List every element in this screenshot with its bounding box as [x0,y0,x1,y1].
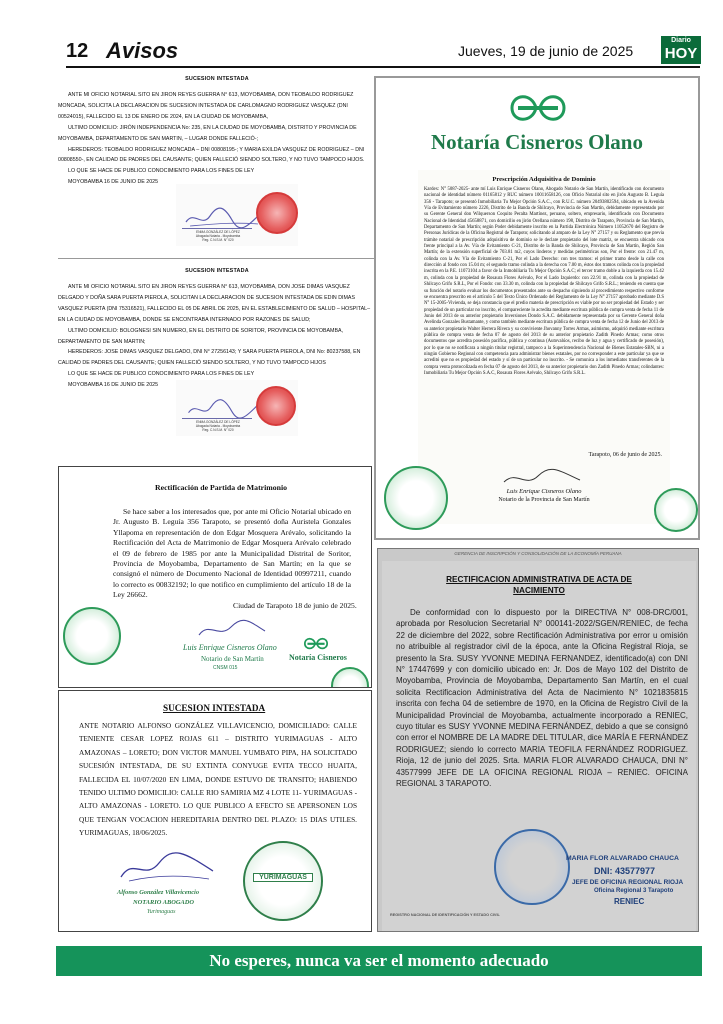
scan-page [382,561,696,931]
notice-paragraph [58,369,376,380]
notary-brand-name: Notaría Cisneros Olano [431,130,643,154]
signature-name: Luis Enrique Cisneros Olano [183,643,277,652]
notice-text: ULTIMO DOMICILIO: JIRÓN INDEPENDENCIA No: 235, EN LA CIUDAD DE MOYOBAMBA, DISTRITO Y PROVINCIA DE MOYOBAMBA, DEPARTAMENTO DE SAN MARTIN, – LUGAR DONDE FALLECIÓ-; [58,124,357,142]
notice-body: De conformidad con lo dispuesto por la DIRECTIVA N° 008-DRC/001, aprobada por Resolucion Secretarial N° 000141-2022/SGEN/RENIEC, de fecha 22 de diciembre del 2022, sobre Rectificación Administrativa por error u omisión no atribuible al registrador civil de la época, ante la Oficina Registral Rioja, se presento la Sra. SUSY YVONNE MEDINA FERNANDEZ, identificado(a) con DNI N° 17447699 y con domicilio ubicado en: Jr. Dos de Mayo 102 del Distrito de Moyobamba, Provincia de Moyobamba, Departamento San Martín, en el cual solicita Rectificacion Administrativa del Acta de Nacimiento N° 1021835815 inscrita con fecha 04 de setiembre de 1970, en la Oficina de Registro Civil de la Municipalidad Provincial de Moyobamba, actualmente incorporado a RENIEC, cuyo titular es SUSY YVONNE MEDINA FERNÁNDEZ, debido a que se consignó con error el NOMBRE DE LA MADRE DEL TITULAR, dice MARÍA E FERNÁNDEZ RODRIGUEZ; siendo lo correcto MARIA TEOFILA FERNÁNDEZ RODRIGUEZ. Rioja, 12 de junio del 2025. Srta. MARIA FLOR ALVARADO CHAUCA, DNI N° 43577999 JEFE DE LA OFICINA REGIONAL RIOJA – RENIEC. OFICINA REGIONAL 3 TARAPOTO. [396,608,688,789]
notice-paragraph [58,282,376,326]
notice-text: ANTE MI OFICIO NOTARIAL SITO EN JIRON REYES GUERRA N° 613, MOYOBAMBA, DON JOSE DIMAS VASQUEZ DELGADO Y DOÑA SARA PUERTA PIEROLA, SOLICITAN LA DECLARACION DE SUCESION INTESTADA DE EDIN DIMAS VASQUEZ PUERTA (DNI 75316521), FALLECIDO EL 05 DE ABRIL DE 2025, EN EL ESTABLECIMIENTO DE SALUD – HOSPITAL– EN LA CIUDAD DE MOYOBAMBA, DONDE SE ENCONTRABA INTERNADO POR RAZONES DE SALUD; [58,284,371,323]
signature-scribble-icon [502,466,582,490]
notary-brand-logo-icon [303,635,329,653]
notary-seal-icon [256,386,296,426]
notice-rectificacion-matrimonio [58,466,372,688]
signature-line [182,228,252,229]
document-title: Prescripción Adquisitiva de Dominio [492,176,596,183]
notice-sucesion-yurimaguas [58,690,372,932]
notice-text: HEREDEROS: JOSE DIMAS VASQUEZ DELGADO, DNI N° 27256143; Y SARA PUERTA PIEROLA, DNI No: 80237588, EN CALIDAD DE PADRES DEL CAUSANTE; QUIEN FALLECIÓ SIENDO SOLTERO, Y NO TUVO TAMPOCO HIJOS [58,349,361,367]
notice-paragraph [58,326,376,348]
notary-seal-right-icon [654,488,698,532]
notice-title: RECTIFICACION ADMINISTRATIVA DE ACTA DE [446,575,632,584]
signature-name: Alfonso González Villavicencio [117,889,200,896]
document-body: Kardex: N° 5087-2025- ante mí Luis Enrique Cisneros Olano, Abogado Notario de San Martín, identificado con documento nacional de identidad número 01165812 y RUC número 10011658126, con Oficio Notarial sito en jirón Augusto B. Leguía 356 - Tarapoto; se presentó Inmobiliaria Tu Mejor Opción S.A.C., con R.U.C. número 20493802594, ubicado en la Avenida Vía de Evitamiento número 2226, Distrito de la Banda de Shilcayo, Provincia de San Martín, debidamente representado por su Gerente General don Wilquerson Coquito Peralta Martínez, peruano, soltero, empresario, identificado con Documento Nacional de Identidad 45658871, con domicilio en jirón Orellana número 198, Distrito de Tarapoto, Provincia de San Martín, Departamento de San Martín; según Poder debidamente inscrito en la Partida Electrónica Número 11052670 del Registro de Personas Jurídicas de la Oficina Registral de Tarapoto; solicitando al amparo de la Ley N° 27157 y su Reglamento que previa trámite notarial de prescripción adquisitiva de dominio se le declare propietario del lote matriz, se encuentra ubicado con frente principal a la Av. Vía de Evitamiento C-21, Distrito de la Banda de Shilcayo, Provincia de San Martín, Región San Martín; de la extensión superficial de 703.81 m2, cuyos linderos y medidas perimétricas son, Por el frente: con 21.47 m, colinda con la Av. Vía de Evitamiento C-21, Por el Lado Derecho: con tres tramos: el primer tramo desde la calle con dirección al fondo con 15.04 m; el segundo tramo colinda a la derecha con 7.00 m, éstos dos tramos colinda con la propiedad inscrita en la P.E. 11073104 a favor de la Inmobiliaria Tu Mejor Opción S.A.C; el tercer tramo doble a la izquierda con 15.42 m, colinda con la propiedad de Rosaura Flores Arévalo, Por el Lado Izquierdo: con 22.91 m, colinda con la propiedad de Shilcayo Grifo S.R.L, Por el Fondo: con 33.30 m, colinda con la propiedad de Shilcayo Grifo S.R.L.; teniendo en cuenta que su función del notario evaluar los documentos presentados ante su despacho siguiendo al procedimiento respectivo conforme se encuentra prescrito en el artículo 5 del Texto Único Ordenado del Reglamento de la Ley N° 27157 aprobado mediante D.S N° 15-2005-Vivienda, se deja constancia que el predio materia de prescripción es viable por no ser propiedad del Estado y ser propiedad de un particular no inscrito, el compareciente lo acredita mediante escritura pública de compra venta de fecha 11 de Junio del 2013 de su anterior propietario Inversiones Dondo S.A.C. debidamente representada por su Gerente General doña Avelinda Gonzales Bustamante, y como también mediante escritura pública de compra venta de fecha 12 de Junio del 2013 de su anterior propietario Walter Herrera Rivera y su conviviente Jhovanny Torres Armas, asimismo, adquirió mediante escritura pública de compra venta de fecha 07 de agosto del 2013 de su anterior propietario Zadith Pinedo Armas; como otros documentos que acredita posesión pacífica, pública y continua (Autovalúos, recibo de luz y agua y certificado de posesión), por lo que no se notificara a ningún titular registral, tampoco a la Superintendencia Nacional de Bienes Estatales-SBN, ni a ningún Gobierno Regional con competencia para administrar bienes estatales, por no corresponder a este particular ya que se acreditó que no es propiedad del estado y sí de un particular no inscrito. - Se comunica a los inmediatos transferentes de la compra venta protocolizada en fecha 07 de agosto del 2013, de su anterior propietario don Zadith Pinedo Armas; colindantes: Inmobiliaria Tu Mejor Opción S.A.C, Rosaura Flores Arévalo, Shilcayo Grifo S.R.L. [424,187,664,376]
divider [58,258,376,259]
notice-body: Se hace saber a los interesados que, por ante mi Oficio Notarial ubicado en Jr. Augusto B. Leguía 356 Tarapoto, se presentó doña Auristela Gonzales Yllapoma en representación de don Edgar Mosquera Arévalo, solicitando la Rectificación del Acta de Matrimonio de Edgar Mosquera Arévalo celebrado el 09 de febrero de 1985 por ante la Municipalidad Distrital de Soritor, Provincia de Moyobamba, Departamento de San Martín; en la que se consignó el número de Documento Nacional de Identidad 00997211, cuando lo correcto es 00832192; lo que notifico en cumplimiento del artículo 18 de la Ley 26662. [113,507,351,600]
stamp-label: YURIMAGUAS [253,873,313,882]
notary-seal-icon [256,192,298,234]
notice-subtitle: NACIMIENTO [513,586,565,595]
signature-scribble-icon [119,851,215,885]
document-place-date: Tarapoto, 06 de junio de 2025. [588,452,662,458]
notice-prescripcion [374,76,700,540]
signature-dni: DNI: 43577977 [594,866,656,876]
signature-name: MARIA FLOR ALVARADO CHAUCA [566,855,679,862]
signature-office: Oficina Regional 3 Tarapoto [594,888,674,894]
notice-paragraph [58,347,376,369]
notice-title: SUCESION INTESTADA [163,703,266,713]
notice-paragraph [58,123,376,145]
notice-title: SUCESION INTESTADA [185,268,249,274]
signature-role: Notario de la Provincia de San Martín [498,497,590,503]
signature-name: Luis Enrique Cisneros Olano [506,488,582,495]
section-title: Avisos [106,38,179,63]
notary-signature-image [176,380,298,436]
notice-text: HEREDEROS: TEOBALDO RODRIGUEZ MONCADA – DNI 00808195-; Y MARIA EXILDA VASQUEZ DE RODRIGUEZ – DNI 00808550-, EN CALIDAD DE PADRES DEL CAUSANTE; QUIEN FALLECIÓ SIENDO SOLTERO, Y NO TUVO TAMPOCO HIJOS. [58,146,365,164]
notary-signature-image [176,184,298,246]
notice-text: ULTIMO DOMICILIO: BOLOGNESI SIN NUMERO, EN EL DISTRITO DE SORITOR, PROVINCIA DE MOYOBAMBA, DEPARTAMENTO DE SAN MARTIN; [58,327,343,345]
signature-reg: CNSM 015 [213,665,238,671]
notice-paragraph [58,166,376,177]
notary-seal-icon [63,607,121,665]
issue-date: Jueves, 19 de junio de 2025 [458,43,634,59]
page-number: 12 [66,40,89,62]
reniec-seal-icon [494,829,570,905]
signature-org: RENIEC [614,897,645,906]
notice-date: MOYOBAMBA 16 DE JUNIO DE 2025 [68,179,159,186]
signature-scribble-icon [197,617,267,641]
notice-text: ANTE MI OFICIO NOTARIAL SITO EN JIRON REYES GUERRA N° 613, MOYOBAMBA, DON TEOBALDO RODRIGUEZ MONCADA, SOLICITA LA DECLARACION DE SUCESION INTESTADA DE CARLOMAGNO RODRIGUEZ VASQUEZ (DNI 00524015), FALLECIDO EL 13 DE ENERO DE 2024, EN LA CIUDAD DE MOYOBAMBA, [58,92,354,120]
signature-role: Notario de San Martín [201,655,264,663]
notice-paragraph [58,145,376,167]
notary-seal-right-icon [331,667,369,688]
logo-top: Diario [671,37,691,44]
notice-place-date: Ciudad de Tarapoto 18 de junio de 2025. [233,601,357,610]
footer-slogan-bar: No esperes, nunca va ser el momento adecuado [56,946,702,976]
page-header [66,38,698,64]
notice-text: LO QUE SE HACE DE PUBLICO CONOCIMIENTO PARA LOS FINES DE LEY [68,168,255,175]
notice-title: Rectificación de Partida de Matrimonio [155,483,288,492]
newspaper-logo [661,36,701,64]
signature-city: Yurimaguas [147,909,176,915]
notary-brand-logo-icon [508,88,568,130]
signature-role: JEFE DE OFICINA REGIONAL RIOJA [572,879,684,886]
notary-seal-left-icon [384,466,448,530]
scan-top-strip: GERENCIA DE INSCRIPCIÓN Y CONSOLIDACIÓN DE LA ECONOMÍA PERUANA [454,551,622,556]
signature-role: NOTARIO ABOGADO [133,899,195,906]
signature-line [182,418,252,419]
notice-text: LO QUE SE HACE DE PUBLICO CONOCIMIENTO PARA LOS FINES DE LEY [68,371,255,378]
notice-body: ANTE NOTARIO ALFONSO GONZÁLEZ VILLAVICENCIO, DOMICILIADO: CALLE TENIENTE CESAR LOPEZ ROJAS 611 – DISTRITO YURIMAGUAS - ALTO AMAZONAS – LORETO; DON VICTOR MANUEL YUMBATO PIPA, HA SOLICITADO SUCESIÓN INTESTADA, DE SU EXTINTA CONYUGE EVITA TECCO HUAITA, FALLECIDA EL 10/07/2020 EN LIMA, DONDE ESTUVO DE TRANSITO; HABIENDO TENIDO ULTIMO DOMICILIO: CALLE RIO SAMIRIA MZ 4 LOTE 11- YURIMAGUAS - ALTO AMAZONAS - LORETO. LO QUE PUBLICO A EFECTO SE APERSONEN LOS QUE TENGAN VOCACION HEREDITARIA DENTRO DEL PLAZO: 15 DIAS UTILES. YURIMAGUAS, 18/06/2025. [79,721,357,838]
notice-rectificacion-nacimiento [377,548,699,932]
notice-paragraph [58,90,376,123]
notice-title: SUCESION INTESTADA [185,76,249,82]
logo-main: HOY [664,45,698,62]
signature-caption: ENMA GONZÁLEZ DE LÓPEZ Abogada Notaria - Moyobamba Reg. C.N.S.M. N° 020 [195,420,241,432]
notary-document [418,170,670,524]
notice-date: MOYOBAMBA 16 DE JUNIO DE 2025 [68,382,159,389]
notary-brand-name: Notaría Cisneros [289,653,347,662]
scan-footer: REGISTRO NACIONAL DE IDENTIFICACIÓN Y ESTADO CIVIL [390,913,500,917]
signature-caption: ENMA GONZÁLEZ DE LÓPEZ Abogada Notaria - Moyobamba Reg. C.N.S.M. N° 020 [195,230,241,242]
header-rule [66,66,700,68]
